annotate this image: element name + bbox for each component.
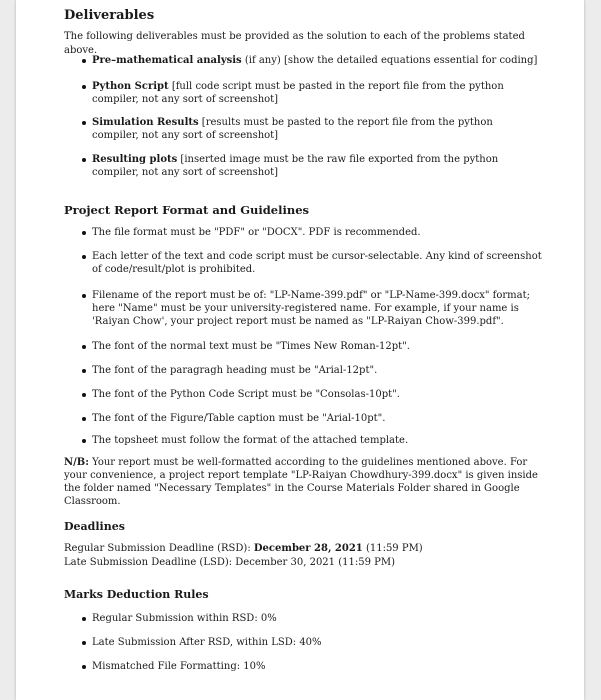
item-text: The font of the Python Code Script must be "Consolas-10pt".: [92, 389, 400, 400]
note-paragraph: [64, 456, 542, 508]
marks-heading: Marks Deduction Rules: [64, 588, 209, 601]
bullet-icon: [82, 158, 86, 162]
rsd-line: [64, 542, 542, 555]
deliverables-intro: The following deliverables must be provided as the solution to each of the problems stated above.: [64, 31, 525, 56]
item-text: Each letter of the text and code script must be cursor-selectable. Any kind of screenshot of code/result/plot is prohibited.: [92, 251, 542, 275]
document-page: [16, 0, 584, 700]
bullet-icon: [82, 231, 86, 235]
item-text: [inserted image must be the raw file exported from the python compiler, not any sort of screenshot]: [92, 154, 499, 178]
bullet-icon: [82, 369, 86, 373]
format-heading: Project Report Format and Guidelines: [64, 203, 309, 217]
deadlines-heading: Deadlines: [64, 520, 125, 533]
item-bold: Python Script: [92, 81, 169, 92]
item-text: The topsheet must follow the format of the attached template.: [92, 435, 409, 446]
item-text: The font of the paragragh heading must be "Arial-12pt".: [92, 365, 378, 376]
lsd-line: Late Submission Deadline (LSD): December 30, 2021 (11:59 PM): [64, 557, 395, 568]
bullet-icon: [82, 59, 86, 63]
bullet-icon: [82, 665, 86, 669]
item-text: Late Submission After RSD, within LSD: 40%: [92, 637, 322, 648]
bullet-icon: [82, 393, 86, 397]
bullet-icon: [82, 121, 86, 125]
rsd-date: December 28, 2021: [253, 543, 363, 554]
item-text: [results must be pasted to the report file from the python compiler, not any sort of screenshot]: [92, 117, 493, 141]
bullet-icon: [82, 641, 86, 645]
item-text: (if any) [show the detailed equations essential for coding]: [241, 55, 538, 66]
bullet-icon: [82, 417, 86, 421]
item-text: Mismatched File Formatting: 10%: [92, 661, 266, 672]
bullet-icon: [82, 294, 86, 298]
item-text: Regular Submission within RSD: 0%: [92, 613, 277, 624]
bullet-icon: [82, 439, 86, 443]
item-text: [full code script must be pasted in the report file from the python compiler, not any sort of screenshot]: [92, 81, 504, 105]
bullet-icon: [82, 85, 86, 89]
item-text: The font of the Figure/Table caption must be "Arial-10pt".: [92, 413, 386, 424]
deliverables-heading: Deliverables: [64, 8, 155, 23]
item-text: The file format must be "PDF" or "DOCX". PDF is recommended.: [92, 227, 421, 238]
note-label: N/B:: [64, 457, 89, 468]
item-text: Filename of the report must be of: "LP-Name-399.pdf" or "LP-Name-399.docx" format; here "Name" must be your university-registered name. For example, if your name is 'Raiyan Chow', your project report must be named as "LP-Raiyan Chow-399.pdf".: [92, 290, 530, 327]
bullet-icon: [82, 617, 86, 621]
rsd-time: (11:59 PM): [362, 543, 423, 554]
item-bold: Resulting plots: [92, 154, 178, 165]
bullet-icon: [82, 345, 86, 349]
bullet-icon: [82, 255, 86, 259]
item-bold: Pre–mathematical analysis: [92, 55, 242, 66]
note-text: Your report must be well-formatted according to the guidelines mentioned above. For your convenience, a project report template "LP-Raiyan Chowdhury-399.docx" is given inside the folder named "Necessary Templates" in the Course Materials Folder shared in Google Classroom.: [64, 457, 538, 507]
item-bold: Simulation Results: [92, 117, 199, 128]
rsd-label: Regular Submission Deadline (RSD):: [64, 543, 254, 554]
item-text: The font of the normal text must be "Times New Roman-12pt".: [92, 341, 410, 352]
